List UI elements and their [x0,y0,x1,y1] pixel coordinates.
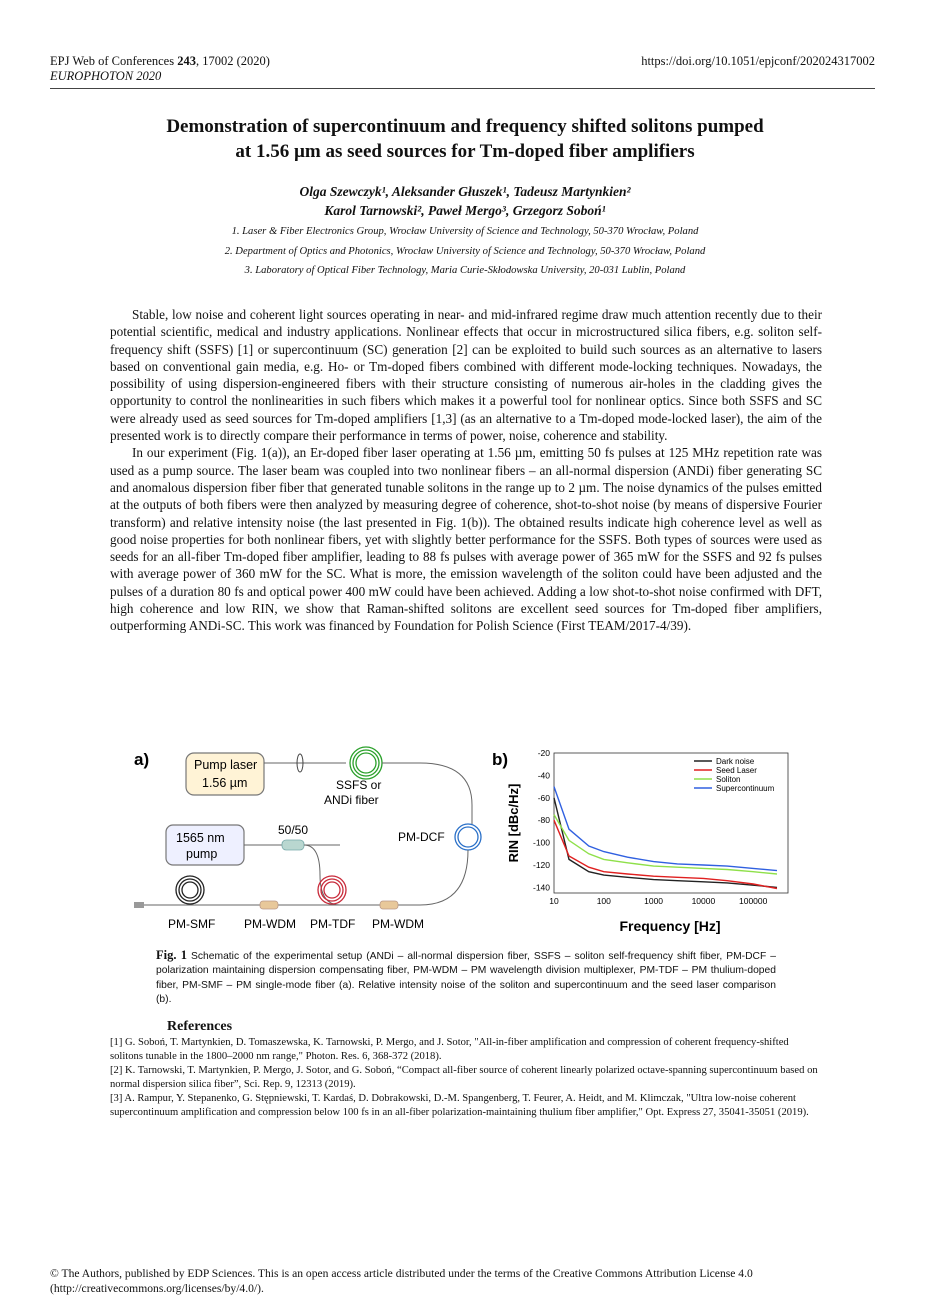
panel-b-label: b) [492,750,509,769]
affiliation: 3. Laboratory of Optical Fiber Technology, Maria Curie-Skłodowska University, 20-031 Lublin, Poland [244,265,686,276]
author-list: Olga Szewczyk¹, Aleksander Głuszek¹, Tadeusz Martynkien² Karol Tarnowski², Paweł Mergo³, Grzegorz Soboń¹ [299,184,631,218]
series-line-seed-laser [554,820,777,888]
reference-item: [3] A. Rampur, Y. Stepanenko, G. Stępniewski, T. Kardaś, D. Dobrakowski, D.-M. Spangenberg, T. Feurer, A. Heidt, and M. Klimczak, "Ultra low-noise coherent supercontinuum amplification and compression below 100 fs in an all-fiber polarization-maintaining thulium fiber amplifier," Opt. Express 27, 35041-35051 (2019). [110,1093,809,1119]
paper-title: Demonstration of supercontinuum and frequency shifted solitons pumped at 1.56 µm as seed sources for Tm-doped fiber amplifiers [166,116,764,162]
figure-svg [110,745,822,935]
fiber-path [406,850,468,905]
nonlinear-fiber-coil-icon [350,747,382,779]
x-tick-label: 1000 [644,896,664,906]
wdm-1-icon [260,901,278,909]
y-tick-label: -80 [537,815,550,826]
paragraph: In our experiment (Fig. 1(a)), an Er-doped fiber laser operating at 1.56 µm, emitting 50 fs pulses at 125 MHz repetition rate was used as a pump source. The laser beam was coupled into two nonlinear fibers – an all-normal dispersion (ANDi) fiber generating SC and anomalous dispersion fiber fiber that generated tunable solitons in the range up to 2 µm. The noise dynamics of the pulses emitted at the outputs of both fibers were then analyzed by measuring degree of coherence, shot-to-shot noise (by means of dispersive Fourier transform) and relative intensity noise (the last presented in Fig. 1(b)). The obtained results indicate high coherence level as well as good noise properties for both nonlinear fibers, yet with slightly better performance for the SSFS. Both types of sources were used as seeds for an all-fiber Tm-doped fiber amplifier, leading to 88 fs pulses with average power of 365 mW for the SSFS and 92 fs pulses with average power of 360 mW for the SC. What is more, the emission wavelength of the soliton could have been adjusted and the pulses of a duration 80 fs and optical power 400 mW could have been achieved. Adding a low shot-to-shot noise confirmed with DFT, high coherence and low RIN, we show that Raman-shifted solitons are excellent seed sources for Tm-doped fiber amplifiers, outperforming ANDi-SC. This work was financed by Foundation for Polish Science (First TEAM/2017-4/39). [110,445,822,634]
wdm-2-label: PM-WDM [372,917,424,931]
wdm-1-label: PM-WDM [244,917,296,931]
y-axis-label: RIN [dBc/Hz] [506,783,521,863]
series-line-dark-noise [554,798,777,888]
running-header-left [50,54,270,84]
x-ticks [549,896,767,906]
references-heading: References [167,1019,233,1034]
pump-diode-wavelength: 1565 nm [176,831,225,845]
fiber-path [304,845,340,905]
x-tick-label: 100000 [739,896,768,906]
wdm-2-icon [380,901,398,909]
license-footer: © The Authors, published by EDP Sciences. This is an open access article distributed under the terms of the Creative Commons Attribution License 4.0 (http://creativecommons.org/licenses/by/4.0/). [50,1267,753,1295]
journal-citation: EPJ Web of Conferences 243, 17002 (2020) [50,54,270,68]
y-tick-label: -100 [532,837,550,848]
pm-dcf-label: PM-DCF [398,830,445,844]
y-tick-label: -60 [537,792,550,803]
rin-series-group [554,787,777,889]
panel-a-label: a) [134,750,150,769]
fiber-label-line2: ANDi fiber [324,793,379,807]
y-tick-label: -140 [532,882,550,893]
pump-diode-label: pump [186,847,218,861]
affiliation: 2. Department of Optics and Photonics, Wrocław University of Science and Technology, 50-370 Wrocław, Poland [224,245,706,257]
reference-item: [2] K. Tarnowski, T. Martynkien, P. Mergo, J. Sotor, and G. Soboń, “Compact all-fiber source of coherent linearly polarized octave-spanning supercontinuum based on normal dispersion silica fiber”, Sci. Rep. 9, 12313 (2019). [110,1065,818,1091]
legend [694,757,775,793]
affiliation: 1. Laser & Fiber Electronics Group, Wrocław University of Science and Technology, 50-370 Wrocław, Poland [231,226,699,237]
affiliations [60,222,870,281]
y-ticks [533,748,550,892]
y-tick-label: -120 [532,860,550,870]
fiber-path [382,763,472,825]
reference-list [110,1036,822,1121]
pm-smf-coil-icon [176,876,204,904]
coupler-icon [282,840,304,850]
pump-laser-label: Pump laser [194,758,258,772]
figure-caption [156,948,776,1007]
series-line-supercontinuum [554,787,777,871]
caption-text: Schematic of the experimental setup (ANDi – all-normal dispersion fiber, SSFS – soliton self-frequency shift fiber, PM-DCF – polarization maintaining dispersion compensating fiber, PM-WDM – PM wavelength division multiplexer, PM-TDF – PM thulium-doped fiber, PM-SMF – PM single-mode fiber (a). Relative intensity noise of the soliton and supercontinuum and the seed laser comparison (b). [156,951,777,1005]
paragraph: Stable, low noise and coherent light sources operating in near- and mid-infrared regime draw much attention recently due to their potential scientific, medical and industry applications. Nonlinear effects that occur in microstructured silica fibers, e.g. soliton self-frequency shift (SSFS) [1] or supercontinuum (SC) generation [2] can be exploited to build such sources as an alternative to lasers based on conventional gain media, e.g. Ho- or Tm-doped fibers combined with different mode-locking techniques. Nowadays, the possibility of using dispersion-engineered fibers with their structure consisting of numerous air-holes in the cladding gives the opportunity to control the nonlinearities in such fibers which makes it a powerful tool for nonlinear optics. Since both SSFS and SC were already used as seed sources for Tm-doped amplifiers [1,3] (as an alternative to a Tm-doped mode-locked laser), the aim of the presented work is to directly compare their performance in terms of power, noise, coherence and stability. [110,307,822,444]
fiber-label-line1: SSFS or [336,778,382,792]
body-text [110,306,822,635]
pm-dcf-coil-icon [455,824,481,850]
legend-entry: Supercontinuum [716,784,775,793]
conference-name: EUROPHOTON 2020 [50,69,162,83]
pm-tdf-label: PM-TDF [310,917,356,931]
x-axis-label: Frequency [Hz] [619,918,721,934]
coupler-label: 50/50 [278,823,309,837]
x-tick-label: 10 [549,896,559,906]
output-connector-icon [134,902,144,908]
x-tick-label: 100 [596,896,611,906]
pm-smf-label: PM-SMF [168,917,216,931]
reference-item: [1] G. Soboń, T. Martynkien, D. Tomaszewska, K. Tarnowski, P. Mergo, and J. Sotor, "All-in-fiber amplification and compression of coherent frequency-shifted solitons tunable in the 1800–2000 nm range," Photon. Res. 6, 368-372 (2018). [110,1037,789,1063]
pump-laser-wavelength: 1.56 µm [202,776,248,790]
header-divider [50,88,875,89]
y-tick-label: -20 [537,748,550,758]
legend-entry: Seed Laser [716,766,757,775]
legend-entry: Dark noise [716,757,755,766]
y-tick-label: -40 [537,770,550,781]
caption-label: Fig. 1 [156,948,188,962]
legend-entry: Soliton [716,775,741,784]
doi-link[interactable]: https://doi.org/10.1051/epjconf/202024317002 [641,54,875,68]
figure-1 [110,745,822,935]
x-tick-label: 10000 [691,896,716,906]
